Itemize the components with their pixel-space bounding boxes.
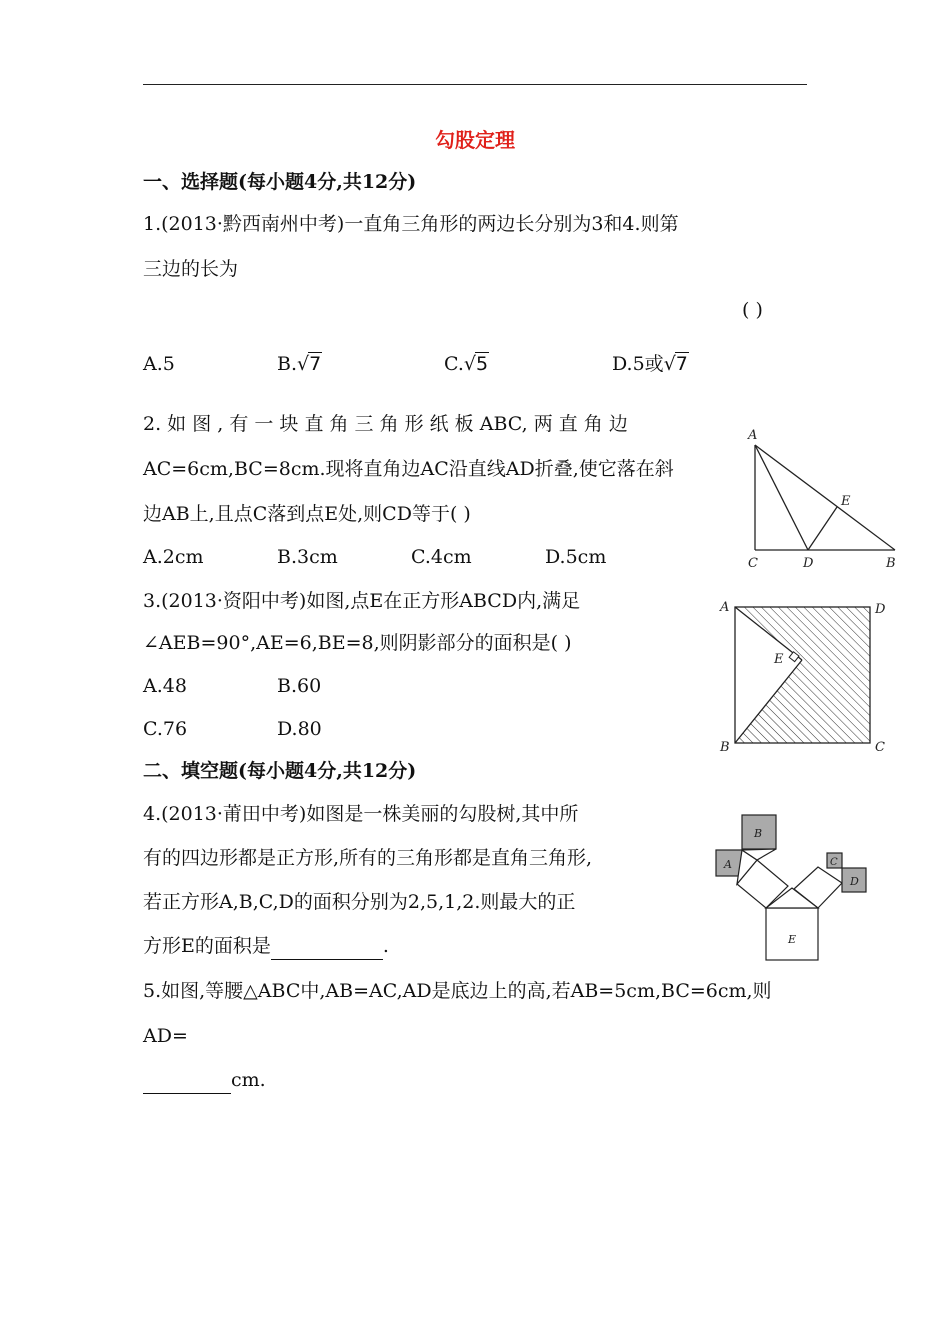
q1-option-d-radicand: 7 xyxy=(675,353,688,375)
q2-label-a: A xyxy=(748,428,758,443)
q4-answer-blank[interactable] xyxy=(271,933,383,960)
q4-text-line4-prefix: 方形E的面积是 xyxy=(143,935,271,957)
section-heading-choice: 一、选择题(每小题4分,共12分) xyxy=(143,171,417,193)
q2-text-line1: 2. 如 图 , 有 一 块 直 角 三 角 形 纸 板 ABC, 两 直 角 边 xyxy=(143,413,628,435)
q2-text-line3: 边AB上,且点C落到点E处,则CD等于( ) xyxy=(143,503,471,525)
q4-text-line4-suffix: . xyxy=(382,935,389,957)
q4-label-b: B xyxy=(754,827,763,840)
q3-label-d: D xyxy=(875,602,886,617)
page-title: 勾股定理 xyxy=(435,128,515,152)
q1-option-b-label: B. xyxy=(277,353,298,375)
q2-label-d: D xyxy=(803,556,814,571)
q3-option-a: A.48 xyxy=(143,675,187,697)
q1-option-d-label: D.5或 xyxy=(612,353,664,375)
q1-option-c-radicand: 5 xyxy=(476,353,489,375)
q3-option-c: C.76 xyxy=(143,718,188,740)
q4-label-d: D xyxy=(850,875,859,888)
section-heading-fill: 二、填空题(每小题4分,共12分) xyxy=(143,760,417,782)
q1-option-b xyxy=(277,351,322,377)
q3-option-d: D.80 xyxy=(277,718,322,740)
q3-text-line1: 3.(2013·资阳中考)如图,点E在正方形ABCD内,满足 xyxy=(143,590,581,612)
q5-answer-blank[interactable] xyxy=(143,1067,231,1094)
sqrt-symbol: √7 xyxy=(663,353,688,375)
q2-label-e: E xyxy=(841,494,851,509)
q2-text-line2: AC=6cm,BC=8cm.现将直角边AC沿直线AD折叠,使它落在斜 xyxy=(143,458,674,480)
q1-option-b-radicand: 7 xyxy=(309,353,322,375)
q3-label-b: B xyxy=(720,740,730,755)
q5-text-line1: 5.如图,等腰△ABC中,AB=AC,AD是底边上的高,若AB=5cm,BC=6cm,则 xyxy=(143,980,772,1002)
q1-text-line2: 三边的长为 xyxy=(143,258,239,280)
q2-triangle-figure xyxy=(740,425,910,575)
sqrt-symbol: √7 xyxy=(297,353,322,375)
q4-label-a: A xyxy=(724,858,732,871)
q3-text-line2: ∠AEB=90°,AE=6,BE=8,则阴影部分的面积是( ) xyxy=(143,632,572,654)
q4-text-line3: 若正方形A,B,C,D的面积分别为2,5,1,2.则最大的正 xyxy=(143,891,576,913)
q5-text-line2: AD= xyxy=(143,1025,188,1047)
q4-label-c: C xyxy=(830,857,838,868)
q2-label-c: C xyxy=(748,556,758,571)
q4-label-e: E xyxy=(788,933,797,946)
q2-label-b: B xyxy=(886,556,896,571)
q3-label-e: E xyxy=(774,652,784,667)
q1-option-d xyxy=(612,351,689,377)
q2-option-a: A.2cm xyxy=(143,546,204,568)
q1-option-c-label: C. xyxy=(444,353,464,375)
q4-pythagoras-tree-figure xyxy=(712,810,882,970)
q2-option-b: B.3cm xyxy=(277,546,338,568)
q3-label-a: A xyxy=(720,600,730,615)
q4-text-line4 xyxy=(143,933,389,960)
q1-answer-paren: ( ) xyxy=(742,299,763,321)
q4-text-line2: 有的四边形都是正方形,所有的三角形都是直角三角形, xyxy=(143,847,593,869)
q5-unit: cm. xyxy=(231,1069,266,1091)
q1-option-c xyxy=(444,351,489,377)
q3-option-b: B.60 xyxy=(277,675,322,697)
q3-label-c: C xyxy=(875,740,885,755)
q5-text-line3 xyxy=(143,1067,266,1094)
q1-option-a: A.5 xyxy=(143,353,175,375)
q2-option-d: D.5cm xyxy=(545,546,607,568)
q1-text-line1: 1.(2013·黔西南州中考)一直角三角形的两边长分别为3和4.则第 xyxy=(143,213,679,235)
q4-text-line1: 4.(2013·莆田中考)如图是一株美丽的勾股树,其中所 xyxy=(143,803,579,825)
sqrt-symbol: √5 xyxy=(463,353,489,375)
q3-square-figure xyxy=(715,595,895,755)
header-rule xyxy=(143,84,807,85)
q2-option-c: C.4cm xyxy=(411,546,472,568)
